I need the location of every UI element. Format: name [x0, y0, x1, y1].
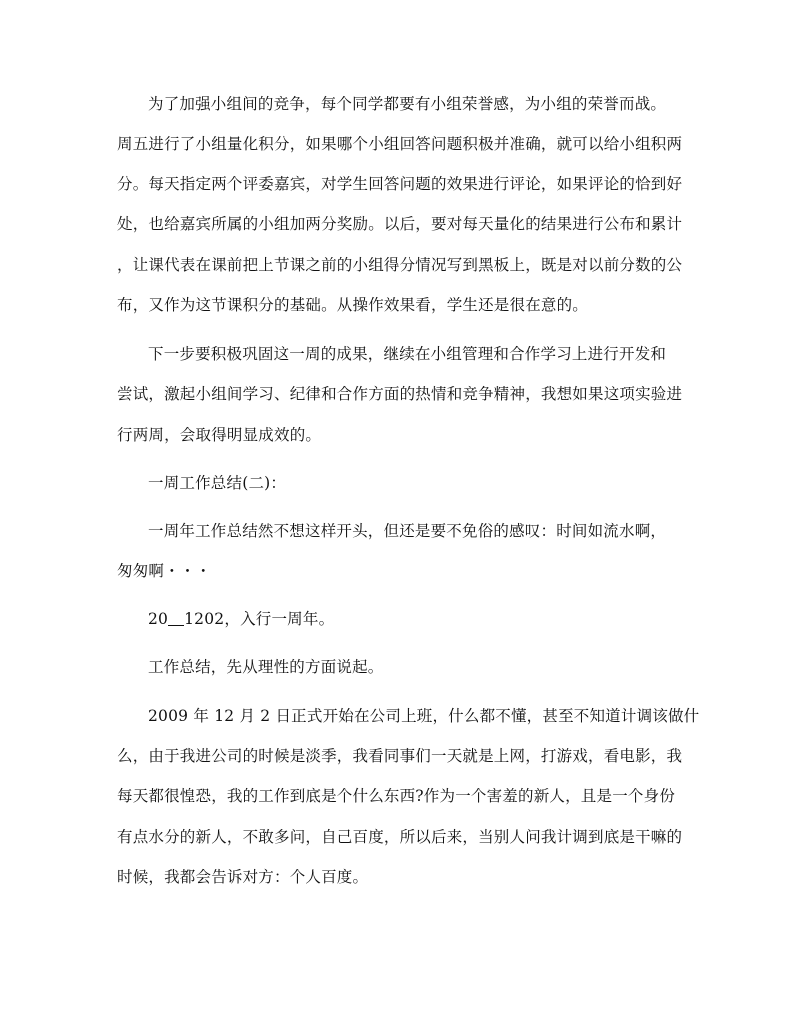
paragraph-5-line-1: 2009 年 12 月 2 日正式开始在公司上班，什么都不懂，甚至不知道计调该做什	[148, 707, 700, 725]
paragraph-2-line-3: 行两周，会取得明显成效的。	[117, 426, 322, 444]
paragraph-5-line-3: 每天都很惶恐，我的工作到底是个什么东西?作为一个害羞的新人，且是一个身份	[117, 787, 676, 805]
date-suffix: 1202，入行一周年。	[184, 610, 335, 628]
date-line	[148, 609, 692, 629]
paragraph-1-line-5: ，让课代表在课前把上节课之前的小组得分情况写到黑板上，既是对以前分数的公	[117, 256, 683, 274]
paragraph-3-line-1: 一周年工作总结然不想这样开头，但还是要不免俗的感叹：时间如流水啊，	[148, 522, 667, 540]
date-blank	[168, 611, 184, 626]
paragraph-1-line-2: 周五进行了小组量化积分，如果哪个小组回答问题积极并准确，就可以给小组积两	[117, 135, 683, 153]
paragraph-1-line-1: 为了加强小组间的竞争，每个同学都要有小组荣誉感，为小组的荣誉而战。	[148, 95, 667, 113]
date-prefix: 20	[148, 610, 169, 628]
paragraph-3-line-2: 匆匆啊・・・	[117, 562, 212, 580]
section-heading: 一周工作总结(二)：	[148, 474, 287, 492]
paragraph-4-line-1: 工作总结，先从理性的方面说起。	[148, 658, 384, 676]
paragraph-5-line-5: 时候，我都会告诉对方：个人百度。	[117, 868, 369, 886]
paragraph-1-line-4: 处，也给嘉宾所属的小组加两分奖励。以后，要对每天量化的结果进行公布和累计	[117, 215, 683, 233]
paragraph-5-line-2: 么，由于我进公司的时候是淡季，我看同事们一天就是上网，打游戏，看电影，我	[117, 747, 683, 765]
paragraph-5-line-4: 有点水分的新人，不敢多问，自己百度，所以后来，当别人问我计调到底是干嘛的	[117, 828, 683, 846]
paragraph-1-line-6: 布，又作为这节课积分的基础。从操作效果看，学生还是很在意的。	[117, 296, 589, 314]
paragraph-2-line-2: 尝试，激起小组间学习、纪律和合作方面的热情和竞争精神，我想如果这项实验进	[117, 385, 683, 403]
paragraph-2-line-1: 下一步要积极巩固这一周的成果，继续在小组管理和合作学习上进行开发和	[148, 345, 667, 363]
paragraph-1-line-3: 分。每天指定两个评委嘉宾，对学生回答问题的效果进行评论，如果评论的恰到好	[117, 175, 683, 193]
